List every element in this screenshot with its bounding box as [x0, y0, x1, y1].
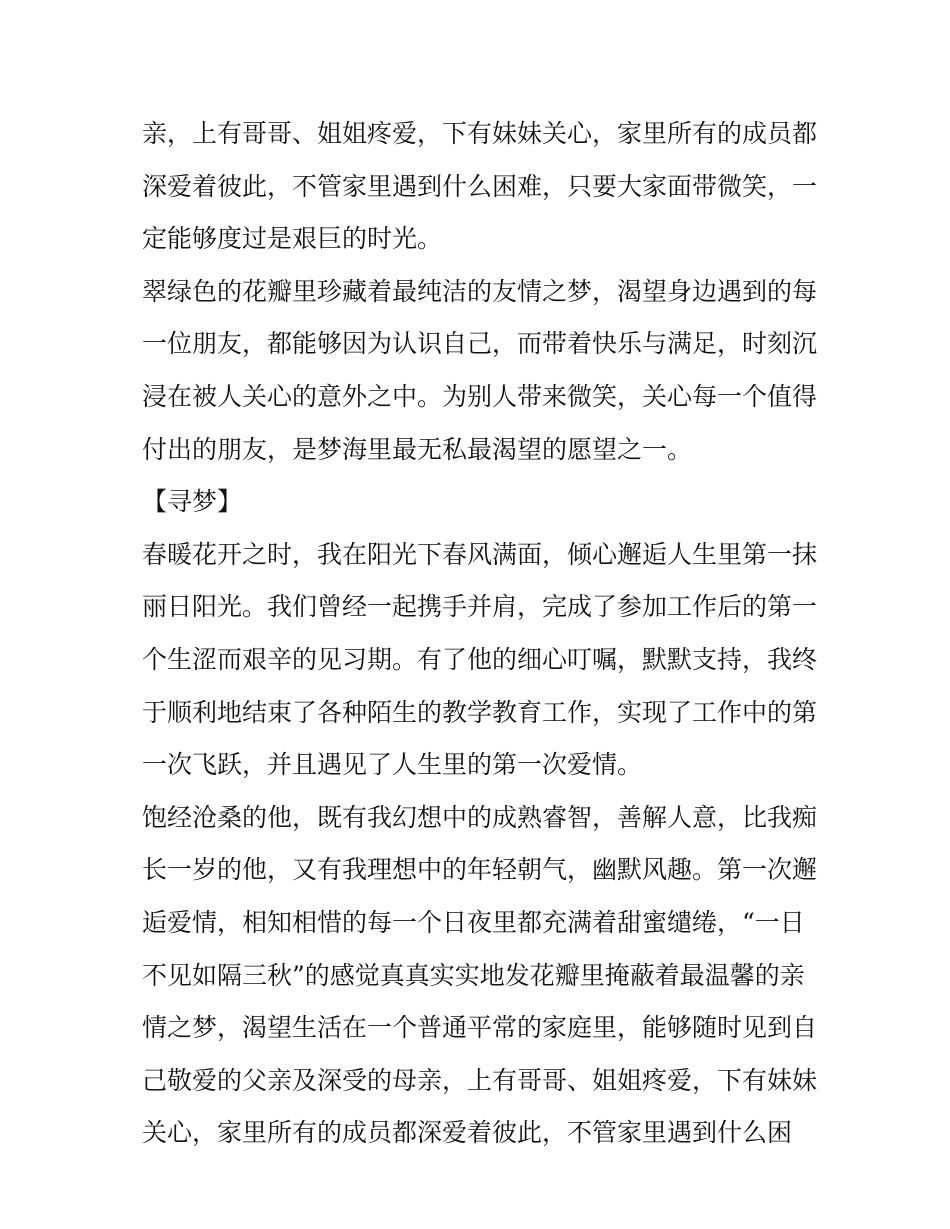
text-line: 翠绿色的花瓣里珍藏着最纯洁的友情之梦，渴望身边遇到的每	[142, 276, 818, 306]
text-line: 付出的朋友，是梦海里最无私最渴望的愿望之一。	[142, 434, 693, 464]
text-line: 己敬爱的父亲及深受的母亲，上有哥哥、姐姐疼爱，下有妹妹	[142, 1065, 818, 1095]
text-line: 定能够度过是艰巨的时光。	[142, 224, 443, 254]
text-line: 情之梦，渴望生活在一个普通平常的家庭里，能够随时见到自	[142, 1013, 818, 1043]
text-line: 一位朋友，都能够因为认识自己，而带着快乐与满足，时刻沉	[142, 329, 818, 359]
text-line: 丽日阳光。我们曾经一起携手并肩，完成了参加工作后的第一	[142, 592, 818, 622]
text-line: 于顺利地结束了各种陌生的教学教育工作，实现了工作中的第	[142, 697, 818, 727]
text-line: 春暖花开之时，我在阳光下春风满面，倾心邂逅人生里第一抹	[142, 539, 818, 569]
text-line: 深爱着彼此，不管家里遇到什么困难，只要大家面带微笑，一	[142, 171, 818, 201]
section-heading: 【寻梦】	[142, 487, 243, 517]
text-line: 个生涩而艰辛的见习期。有了他的细心叮嘱，默默支持，我终	[142, 644, 818, 674]
document-body	[142, 108, 822, 1160]
text-line: 亲，上有哥哥、姐姐疼爱，下有妹妹关心，家里所有的成员都	[142, 119, 818, 148]
text-line: 关心，家里所有的成员都深爱着彼此，不管家里遇到什么困	[142, 1118, 793, 1148]
text-line: 不见如隔三秋”的感觉真真实实地发花瓣里掩蔽着最温馨的亲	[142, 960, 805, 990]
text-line: 浸在被人关心的意外之中。为别人带来微笑，关心每一个值得	[142, 381, 818, 411]
text-line: 逅爱情，相知相惜的每一个日夜里都充满着甜蜜缱绻，“一日	[142, 907, 805, 937]
text-line: 一次飞跃，并且遇见了人生里的第一次爱情。	[142, 750, 643, 780]
text-line: 长一岁的他，又有我理想中的年轻朝气，幽默风趣。第一次邂	[142, 855, 818, 885]
text-line: 饱经沧桑的他，既有我幻想中的成熟睿智，善解人意，比我痴	[142, 802, 818, 832]
